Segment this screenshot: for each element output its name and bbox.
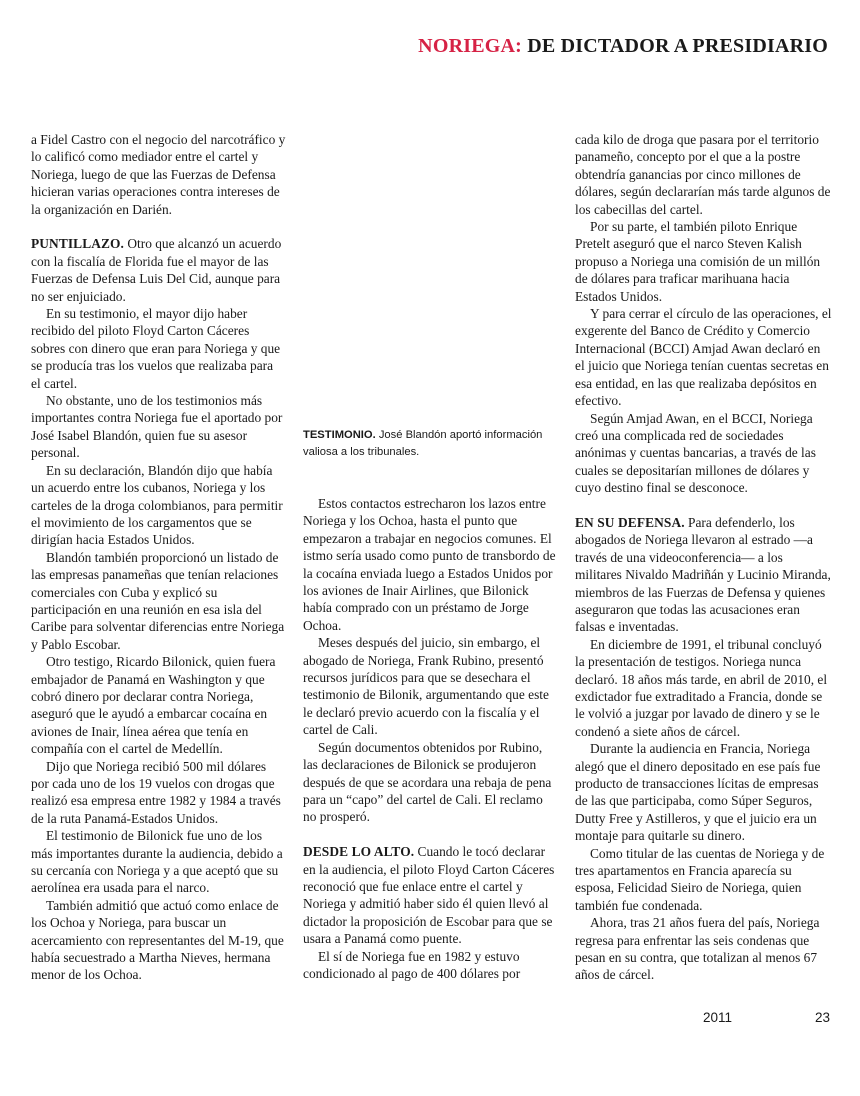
- paragraph: [303, 948, 558, 983]
- paragraph: [31, 235, 286, 305]
- page-header: [418, 35, 828, 58]
- paragraph: [575, 410, 833, 497]
- paragraph-text: Por su parte, el también piloto Enrique Pretelt aseguró que el narco Steven Kalish propuso a Noriega una comisión de un millón de dólares para traficar marihuana hacia Estados Unidos.: [575, 219, 821, 304]
- photo-caption: [303, 427, 565, 461]
- caption-text: José Blandón aportó información valiosa a los tribunales.: [303, 429, 543, 458]
- caption-kicker: TESTIMONIO.: [303, 429, 376, 441]
- paragraph-text: En su declaración, Blandón dijo que había un acuerdo entre los cubanos, Noriega y los carteles de la droga colombianos, para permitir el movimiento de los cargamentos que se dirigían hacia Estados Unidos.: [31, 462, 283, 548]
- paragraph-text: Otro que alcanzó un acuerdo con la fiscalía de Florida fue el mayor de las Fuerzas de Defensa Luis Del Cid, aunque para no ser enjuiciado.: [31, 236, 282, 304]
- paragraph: [31, 462, 286, 549]
- article-column-1: [31, 131, 286, 984]
- paragraph: [303, 634, 558, 738]
- paragraph: [575, 305, 833, 409]
- paragraph: [303, 495, 558, 634]
- paragraph: [31, 549, 286, 653]
- paragraph-text: No obstante, uno de los testimonios más importantes contra Noriega fue el aportado por José Isabel Blandón, quien fue su asesor personal.: [31, 393, 283, 461]
- footer-year: 2011: [703, 1010, 733, 1025]
- paragraph-text: Y para cerrar el círculo de las operaciones, el exgerente del Banco de Crédito y Comercio Internacional (BCCI) Amjad Awan declaró en el juicio que Noriega tenían cuentas secretas en esa entidad, en las que realizaba depósitos en efectivo.: [575, 306, 832, 409]
- paragraph-text: Para defenderlo, los abogados de Noriega llevaron al estrado —a través de una videoconferencia— a los militares Nivaldo Madriñán y Lucinio Miranda, miembros de las Fuerzas de Defensa y quienes aseguraron que todas las acusaciones eran falsas e inventadas.: [575, 514, 831, 635]
- paragraph: [575, 636, 833, 740]
- paragraph-text: Según Amjad Awan, en el BCCI, Noriega creó una complicada red de sociedades anónimas y cuentas bancarias, a través de las cuales se depositarían millones de dólares y cuyo destino final se desconoce.: [575, 410, 816, 496]
- paragraph-text: El testimonio de Bilonick fue uno de los más importantes durante la audiencia, debido a su cercanía con Noriega y a que aceptó que su aerolínea era usada para el narco.: [31, 828, 283, 896]
- section-kicker: EN SU DEFENSA.: [575, 514, 685, 530]
- paragraph-text: cada kilo de droga que pasara por el territorio panameño, concepto por el que a la postre obtendría ganancias por cinco millones de dólares, según declararían más tarde algunos de los cabecillas del cartel.: [575, 132, 831, 217]
- paragraph: [575, 740, 833, 844]
- paragraph-text: Durante la audiencia en Francia, Noriega alegó que el dinero depositado en ese país fue producto de transacciones lícitas de empresas de las que participaba, como Súper Seguros, Dutty Free y Astilleros, y que el juicio era un montaje para quitarle su dinero.: [575, 741, 821, 844]
- section-kicker: DESDE LO ALTO.: [303, 844, 415, 860]
- header-highlight: NORIEGA:: [418, 35, 522, 57]
- paragraph-text: En diciembre de 1991, el tribunal concluyó la presentación de testigos. Noriega nunca declaró. 18 años más tarde, en abril de 2010, el exdictador fue extraditado a Francia, donde se le volvió a juzgar por lavado de dinero y se le condenó a siete años de cárcel.: [575, 636, 828, 739]
- paragraph-text: Como titular de las cuentas de Noriega y de tres apartamentos en Francia aparecía su esposa, Felicidad Sieiro de Noriega, quien también fue condenada.: [575, 845, 825, 913]
- paragraph: [31, 392, 286, 462]
- paragraph: [575, 845, 833, 915]
- paragraph: [31, 758, 286, 828]
- paragraph-text: Según documentos obtenidos por Rubino, las declaraciones de Bilonick se produjeron después de que se acordara una rebaja de pena para un “capo” del cartel de Cali. El reclamo no prosperó.: [303, 739, 552, 825]
- paragraph-text: También admitió que actuó como enlace de los Ochoa y Noriega, para buscar un acercamiento con representantes del M-19, que había secuestrado a Martha Nieves, hermana menor de los Ochoa.: [31, 897, 284, 983]
- paragraph-text: Cuando le tocó declarar en la audiencia, el piloto Floyd Carton Cáceres reconoció que fue enlace entre el cartel y Noriega y admitió haber sido él quien llevó al dictador la proposición de Escobar para que se usara a Panamá como puente.: [303, 844, 555, 947]
- paragraph-text: Meses después del juicio, sin embargo, el abogado de Noriega, Frank Rubino, presentó recursos jurídicos para que se desechara el testimonio de Bilonik, argumentando que este le declaró previo acuerdo con la fiscalía y el cartel de Cali.: [303, 635, 549, 738]
- header-title: DE DICTADOR A PRESIDIARIO: [522, 35, 828, 57]
- section-kicker: PUNTILLAZO.: [31, 236, 124, 252]
- paragraph: [303, 739, 558, 826]
- paragraph-text: Dijo que Noriega recibió 500 mil dólares por cada uno de los 19 vuelos con drogas que realizó esa empresa entre 1982 y 1984 a través de la ruta Panamá-Estados Unidos.: [31, 758, 281, 826]
- paragraph: [575, 131, 833, 218]
- paragraph-text: Otro testigo, Ricardo Bilonick, quien fuera embajador de Panamá en Washington y que cobró dinero por declarar contra Noriega, aseguró que le ayudó a embarcar cocaína en aviones de Inair, línea aérea que tenía en compañía con el cartel de Medellín.: [31, 654, 276, 757]
- paragraph: [31, 131, 286, 218]
- page-number: 23: [815, 1010, 831, 1025]
- paragraph: [31, 305, 286, 392]
- article-column-3: [575, 131, 833, 984]
- paragraph: [575, 514, 833, 636]
- paragraph-text: Ahora, tras 21 años fuera del país, Noriega regresa para enfrentar las seis condenas que pesan en su contra, que totalizan al menos 67 años de cárcel.: [575, 915, 820, 983]
- paragraph: [31, 653, 286, 757]
- paragraph-text: Estos contactos estrecharon los lazos entre Noriega y los Ochoa, hasta el punto que empezaron a trabajar en negocios comunes. El istmo sería usado como punto de transbordo de la cocaína enviada luego a Estados Unidos por los aviones de Inair Airlines, que Bilonick había comprado con un préstamo de Jorge Ochoa.: [303, 496, 556, 633]
- paragraph: [575, 914, 833, 984]
- paragraph: [31, 897, 286, 984]
- paragraph-text: a Fidel Castro con el negocio del narcotráfico y lo calificó como mediador entre el cartel y Noriega, luego de que las Fuerzas de Defensa hicieran varias operaciones contra intereses de la organización en Darién.: [31, 132, 286, 217]
- paragraph: [303, 843, 558, 947]
- paragraph: [31, 827, 286, 897]
- paragraph-text: Blandón también proporcionó un listado de las empresas panameñas que tenían relaciones comerciales con Cuba y explicó su participación en una reunión en esa isla del Caribe para solventar diferencias entre Noriega y Pablo Escobar.: [31, 549, 285, 652]
- paragraph-text: En su testimonio, el mayor dijo haber recibido del piloto Floyd Carton Cáceres sobres con dinero que eran para Noriega y que se producía tras los vuelos que realizaba para el cartel.: [31, 306, 281, 391]
- article-column-2: [303, 495, 558, 982]
- paragraph-text: El sí de Noriega fue en 1982 y estuvo condicionado al pago de 400 dólares por: [303, 948, 521, 981]
- paragraph: [575, 218, 833, 305]
